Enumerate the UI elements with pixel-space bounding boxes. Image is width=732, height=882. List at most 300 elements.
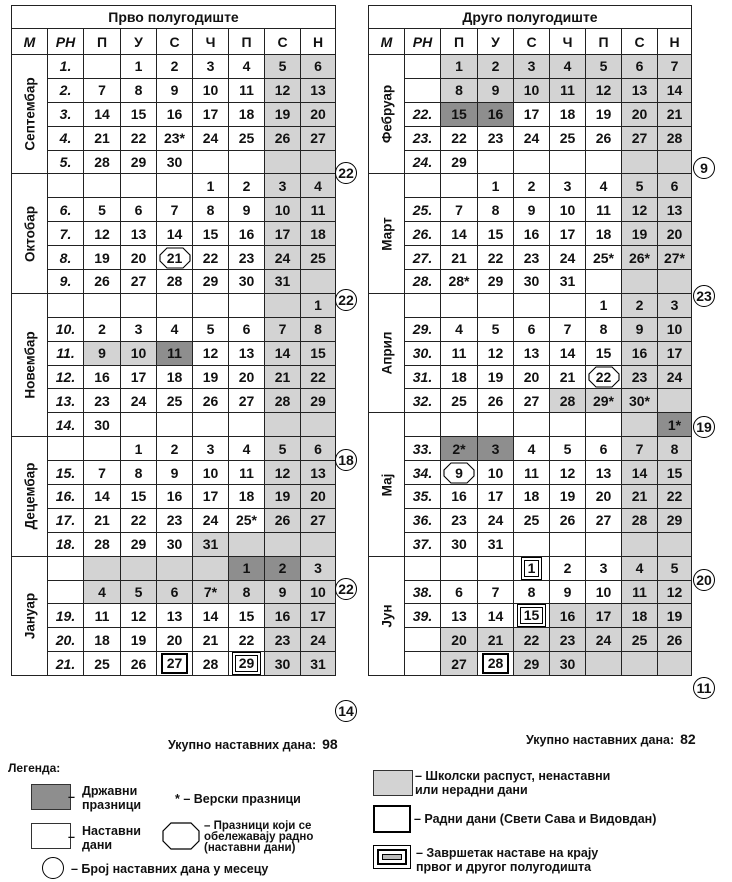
week-row (369, 78, 692, 102)
day-cell: 13 (441, 604, 478, 628)
day-cell: 16 (84, 365, 121, 389)
day-cell: 6 (301, 55, 336, 79)
month-day-count: 11 (693, 677, 715, 699)
week-row (12, 485, 336, 509)
day-cell (193, 150, 229, 174)
day-cell: 30 (441, 532, 478, 556)
day-cell: 4 (441, 317, 478, 341)
day-cell (514, 293, 550, 317)
day-cell: 10 (301, 580, 336, 604)
day-cell: 10 (514, 78, 550, 102)
month-day-count: 20 (693, 569, 715, 591)
day-cell: 16 (514, 222, 550, 246)
day-cell: 12 (478, 341, 514, 365)
column-header: Ч (193, 29, 229, 55)
day-cell: 27 (229, 389, 265, 413)
day-cell: 28 (193, 652, 229, 676)
week-row (369, 437, 692, 461)
day-cell: 15 (478, 222, 514, 246)
day-cell: 6 (622, 55, 658, 79)
month-day-count: 9 (693, 157, 715, 179)
day-cell: 4 (514, 437, 550, 461)
day-cell: 12 (658, 580, 692, 604)
day-cell: 8 (193, 198, 229, 222)
day-cell: 7 (84, 78, 121, 102)
day-cell: 28 (84, 532, 121, 556)
column-header: С (265, 29, 301, 55)
day-cell (121, 174, 157, 198)
day-cell: 16 (550, 604, 586, 628)
week-number (405, 556, 441, 580)
day-cell: 4 (550, 55, 586, 79)
day-cell (658, 532, 692, 556)
day-cell (441, 556, 478, 580)
day-cell: 20 (658, 222, 692, 246)
month-name: Мај (379, 473, 394, 496)
week-number: 38. (405, 580, 441, 604)
week-number: 39. (405, 604, 441, 628)
week-row (369, 246, 692, 270)
day-cell: 18 (550, 102, 586, 126)
day-cell: 7* (193, 580, 229, 604)
week-row (369, 461, 692, 485)
day-cell: 6 (157, 580, 193, 604)
day-cell: 23 (514, 246, 550, 270)
day-cell (157, 174, 193, 198)
day-cell (84, 293, 121, 317)
day-cell: 19 (550, 485, 586, 509)
day-cell (586, 150, 622, 174)
day-cell: 28 (265, 389, 301, 413)
day-cell: 17 (301, 604, 336, 628)
day-cell: 13 (121, 222, 157, 246)
day-cell: 21 (193, 628, 229, 652)
week-number: 37. (405, 532, 441, 556)
week-number: 32. (405, 389, 441, 413)
legend-day-count: – Број наставних дана у месецу (71, 862, 269, 876)
legend-marked-holidays: – Празници који се обележавају радно (наставни дани) (204, 820, 314, 854)
day-cell (622, 532, 658, 556)
week-number (405, 628, 441, 652)
day-cell: 11 (550, 78, 586, 102)
day-cell: 22 (441, 126, 478, 150)
day-cell: 20 (301, 485, 336, 509)
day-cell (550, 413, 586, 437)
second-semester-table (368, 5, 692, 676)
month-day-count: 18 (335, 449, 357, 471)
day-cell (229, 652, 265, 676)
day-cell: 15 (193, 222, 229, 246)
week-number: 15. (48, 461, 84, 485)
day-cell (229, 413, 265, 437)
day-cell: 19 (121, 628, 157, 652)
day-cell: 12 (265, 461, 301, 485)
legend-teaching-days: – Настaвни дани (68, 824, 141, 852)
day-cell (586, 532, 622, 556)
day-cell: 1* (658, 413, 692, 437)
day-cell: 3 (586, 556, 622, 580)
day-cell: 11 (157, 341, 193, 365)
day-cell: 2 (550, 556, 586, 580)
day-cell: 9 (157, 78, 193, 102)
week-row (369, 532, 692, 556)
month-name-cell (369, 174, 405, 293)
week-number: 24. (405, 150, 441, 174)
day-cell: 3 (193, 55, 229, 79)
day-cell: 13 (658, 198, 692, 222)
day-cell: 4 (622, 556, 658, 580)
day-cell (622, 270, 658, 294)
day-cell: 5 (478, 317, 514, 341)
day-cell: 20 (157, 628, 193, 652)
day-cell: 7 (658, 55, 692, 79)
day-cell: 18 (301, 222, 336, 246)
day-cell: 16 (265, 604, 301, 628)
day-cell (658, 652, 692, 676)
day-cell: 21 (441, 246, 478, 270)
day-cell: 13 (157, 604, 193, 628)
day-cell: 1 (586, 293, 622, 317)
week-row (12, 246, 336, 270)
day-cell (658, 389, 692, 413)
day-cell: 6 (121, 198, 157, 222)
day-cell: 20 (121, 246, 157, 270)
day-cell: 6 (229, 317, 265, 341)
month-name-cell (369, 413, 405, 556)
day-cell: 22 (301, 365, 336, 389)
day-cell: 31 (550, 270, 586, 294)
column-header: М (12, 29, 48, 55)
day-cell: 21 (478, 628, 514, 652)
day-cell: 11 (441, 341, 478, 365)
day-cell: 16 (157, 485, 193, 509)
day-cell (478, 556, 514, 580)
week-number: 4. (48, 126, 84, 150)
week-row (12, 628, 336, 652)
day-cell: 11 (622, 580, 658, 604)
week-row (369, 508, 692, 532)
day-cell: 5 (658, 556, 692, 580)
week-row (369, 55, 692, 79)
day-cell: 8 (478, 198, 514, 222)
day-cell: 14 (550, 341, 586, 365)
month-name-cell (12, 437, 48, 556)
day-cell: 19 (193, 365, 229, 389)
day-cell: 29 (301, 389, 336, 413)
day-cell: 27 (301, 508, 336, 532)
day-cell (586, 270, 622, 294)
day-cell: 11 (514, 461, 550, 485)
week-number: 22. (405, 102, 441, 126)
day-cell: 30 (84, 413, 121, 437)
day-cell: 3 (550, 174, 586, 198)
week-number: 25. (405, 198, 441, 222)
day-cell (478, 150, 514, 174)
semester-title: Прво полугодиште (12, 6, 336, 29)
week-number: 20. (48, 628, 84, 652)
day-cell: 29 (193, 270, 229, 294)
week-number: 1. (48, 55, 84, 79)
day-cell: 16 (157, 102, 193, 126)
day-cell (550, 293, 586, 317)
day-cell: 18 (441, 365, 478, 389)
day-cell (265, 413, 301, 437)
day-cell: 3 (478, 437, 514, 461)
week-number (405, 78, 441, 102)
day-cell: 9 (265, 580, 301, 604)
day-cell: 25 (622, 628, 658, 652)
week-number: 7. (48, 222, 84, 246)
week-number (48, 174, 84, 198)
column-header: П (84, 29, 121, 55)
month-name: Октобар (22, 205, 37, 262)
day-cell: 27 (441, 652, 478, 676)
day-cell: 2 (622, 293, 658, 317)
column-header: П (229, 29, 265, 55)
day-cell: 23 (84, 389, 121, 413)
day-cell: 21 (658, 102, 692, 126)
week-number (405, 293, 441, 317)
day-cell: 31 (265, 270, 301, 294)
day-cell: 26 (586, 126, 622, 150)
week-row (369, 604, 692, 628)
day-cell (514, 150, 550, 174)
month-name: Јун (379, 604, 394, 628)
month-day-count: 19 (693, 416, 715, 438)
day-cell: 22 (514, 628, 550, 652)
day-cell: 24 (658, 365, 692, 389)
day-cell: 5 (193, 317, 229, 341)
day-cell (301, 532, 336, 556)
week-number (48, 556, 84, 580)
day-cell: 31 (301, 652, 336, 676)
day-cell: 18 (84, 628, 121, 652)
day-cell: 28 (658, 126, 692, 150)
day-cell (622, 413, 658, 437)
legend-teaching-swatch (31, 823, 71, 849)
day-cell: 25 (229, 126, 265, 150)
day-cell (157, 652, 193, 676)
day-cell: 26 (658, 628, 692, 652)
day-cell: 30 (550, 652, 586, 676)
day-cell (514, 604, 550, 628)
day-cell: 10 (265, 198, 301, 222)
week-number: 10. (48, 317, 84, 341)
day-cell: 27 (301, 126, 336, 150)
day-cell: 24 (193, 126, 229, 150)
day-cell: 27* (658, 246, 692, 270)
week-number: 21. (48, 652, 84, 676)
day-cell: 8 (514, 580, 550, 604)
term-end-day: 29 (235, 655, 259, 672)
day-cell: 29 (441, 150, 478, 174)
month-name-cell (12, 293, 48, 436)
day-cell: 31 (193, 532, 229, 556)
day-cell: 21 (84, 126, 121, 150)
day-cell: 1 (121, 437, 157, 461)
day-cell: 29 (658, 508, 692, 532)
day-cell: 24 (265, 246, 301, 270)
day-cell: 6 (441, 580, 478, 604)
day-cell: 5 (622, 174, 658, 198)
day-cell: 9 (514, 198, 550, 222)
day-cell: 20 (229, 365, 265, 389)
week-number: 6. (48, 198, 84, 222)
day-cell: 11 (84, 604, 121, 628)
day-cell (441, 413, 478, 437)
day-cell: 12 (550, 461, 586, 485)
day-cell (441, 461, 478, 485)
day-cell (157, 293, 193, 317)
day-cell: 5 (121, 580, 157, 604)
day-cell: 30 (514, 270, 550, 294)
day-cell: 20 (586, 485, 622, 509)
week-row (12, 126, 336, 150)
day-cell (229, 532, 265, 556)
day-cell: 22 (121, 508, 157, 532)
week-number: 23. (405, 126, 441, 150)
day-cell: 10 (193, 78, 229, 102)
day-cell: 28 (550, 389, 586, 413)
month-name-cell (12, 556, 48, 675)
week-number: 13. (48, 389, 84, 413)
day-cell: 6 (301, 437, 336, 461)
day-cell (265, 150, 301, 174)
week-number: 17. (48, 508, 84, 532)
day-cell: 19 (265, 485, 301, 509)
day-cell: 18 (586, 222, 622, 246)
day-cell: 8 (121, 78, 157, 102)
week-row (12, 198, 336, 222)
day-cell: 13 (586, 461, 622, 485)
week-number (405, 55, 441, 79)
day-cell: 23 (550, 628, 586, 652)
day-cell: 7 (550, 317, 586, 341)
week-number: 8. (48, 246, 84, 270)
month-name-cell (369, 55, 405, 174)
day-cell: 28 (157, 270, 193, 294)
day-cell: 23* (157, 126, 193, 150)
legend-title: Легенда: (8, 761, 61, 775)
day-cell: 6 (514, 317, 550, 341)
day-cell: 27 (121, 270, 157, 294)
day-cell: 15 (441, 102, 478, 126)
day-cell: 29* (586, 389, 622, 413)
day-cell (550, 150, 586, 174)
semester-title: Друго полугодиште (369, 6, 692, 29)
week-row (369, 580, 692, 604)
week-row (12, 102, 336, 126)
day-cell: 5 (84, 198, 121, 222)
day-cell: 12 (193, 341, 229, 365)
day-cell: 13 (514, 341, 550, 365)
day-cell: 2 (265, 556, 301, 580)
week-number: 19. (48, 604, 84, 628)
day-cell: 17 (193, 102, 229, 126)
week-row (369, 270, 692, 294)
day-cell: 1 (121, 55, 157, 79)
term-end-day: 15 (520, 607, 544, 624)
day-cell: 3 (658, 293, 692, 317)
week-row (12, 222, 336, 246)
day-cell: 15 (301, 341, 336, 365)
day-cell: 1 (193, 174, 229, 198)
legend-working-days: – Радни дани (Свети Сава и Видовдан) (414, 812, 657, 826)
day-cell: 7 (84, 461, 121, 485)
day-cell: 22 (121, 126, 157, 150)
day-cell: 5 (586, 55, 622, 79)
day-cell: 9 (84, 341, 121, 365)
legend-state-holidays: – Државни празници (68, 784, 142, 812)
week-row (369, 389, 692, 413)
day-cell: 21 (84, 508, 121, 532)
day-cell: 1 (229, 556, 265, 580)
week-row (12, 174, 336, 198)
day-cell: 13 (301, 461, 336, 485)
day-cell: 18 (229, 102, 265, 126)
day-cell: 2 (84, 317, 121, 341)
day-cell: 9 (478, 78, 514, 102)
day-cell: 30 (265, 652, 301, 676)
week-row (12, 389, 336, 413)
week-number: 35. (405, 485, 441, 509)
week-row (369, 628, 692, 652)
day-cell: 8 (441, 78, 478, 102)
day-cell: 17 (478, 485, 514, 509)
day-cell: 19 (622, 222, 658, 246)
week-row (369, 222, 692, 246)
column-header: Н (301, 29, 336, 55)
column-header: М (369, 29, 405, 55)
day-cell: 31 (478, 532, 514, 556)
day-cell: 25 (550, 126, 586, 150)
day-cell (514, 556, 550, 580)
day-cell: 11 (229, 461, 265, 485)
column-header: П (441, 29, 478, 55)
day-cell: 6 (586, 437, 622, 461)
day-cell (301, 413, 336, 437)
week-number: 26. (405, 222, 441, 246)
week-row (369, 198, 692, 222)
day-cell: 14 (478, 604, 514, 628)
day-cell: 26 (121, 652, 157, 676)
day-cell: 26 (193, 389, 229, 413)
day-cell: 17 (550, 222, 586, 246)
week-number: 2. (48, 78, 84, 102)
day-cell: 17 (265, 222, 301, 246)
day-cell (301, 150, 336, 174)
day-cell: 24 (301, 628, 336, 652)
day-cell: 19 (478, 365, 514, 389)
column-header: С (514, 29, 550, 55)
day-cell: 24 (121, 389, 157, 413)
day-cell (514, 413, 550, 437)
week-row (12, 604, 336, 628)
day-cell (157, 413, 193, 437)
day-cell: 14 (658, 78, 692, 102)
day-cell: 6 (658, 174, 692, 198)
day-cell: 11 (586, 198, 622, 222)
day-cell: 23 (441, 508, 478, 532)
second-semester-total: Укупно наставних дана: 82 (526, 731, 696, 747)
week-number (48, 437, 84, 461)
day-cell: 8 (229, 580, 265, 604)
day-cell: 18 (514, 485, 550, 509)
term-end-day: 1 (524, 560, 540, 577)
day-cell: 3 (121, 317, 157, 341)
day-cell: 24 (586, 628, 622, 652)
day-cell: 29 (478, 270, 514, 294)
